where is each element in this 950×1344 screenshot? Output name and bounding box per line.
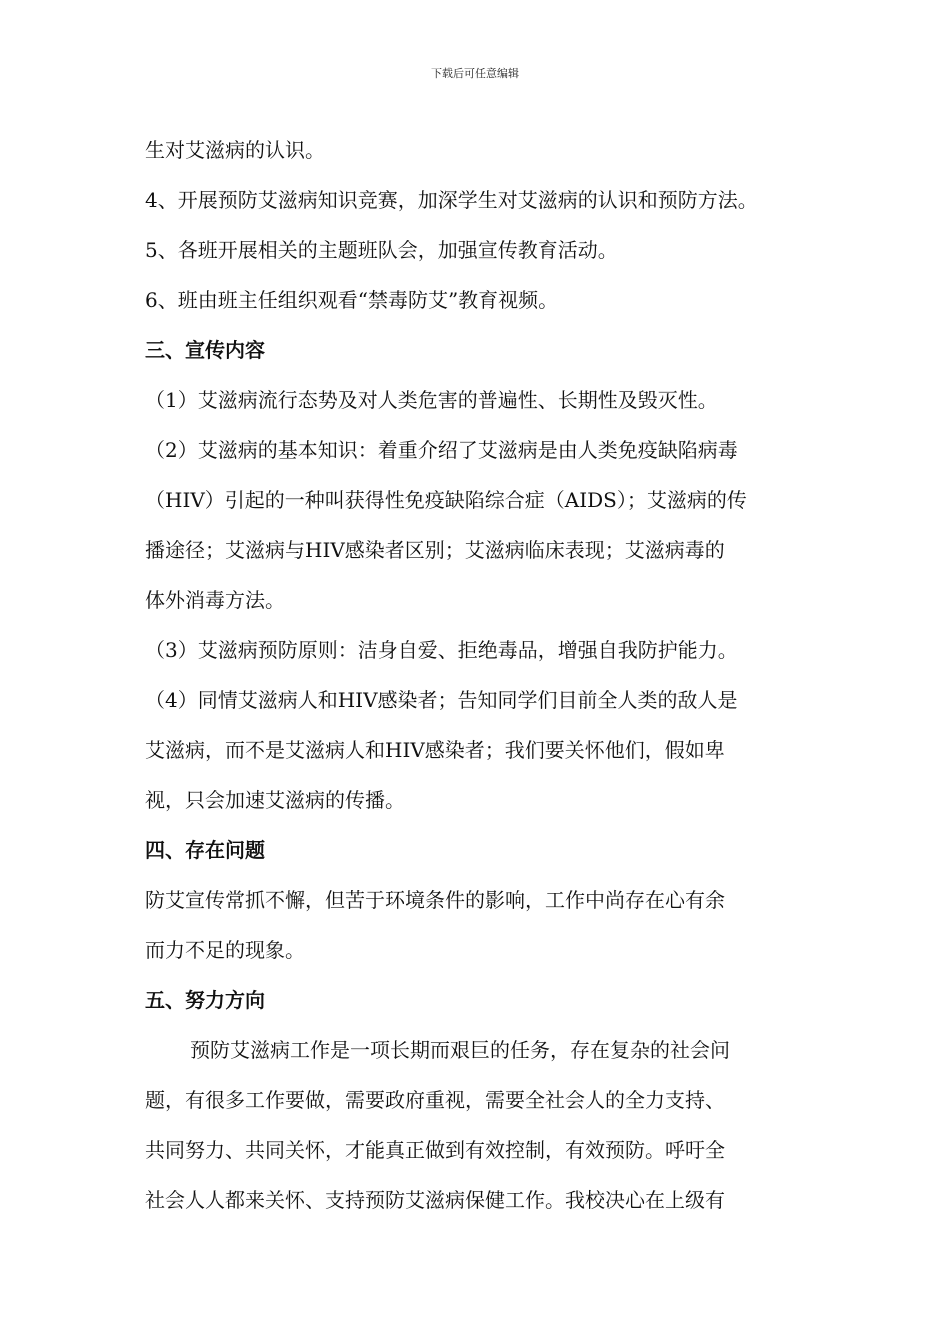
paragraph-line: 预防艾滋病工作是一项长期而艰巨的任务，存在复杂的社会问 — [190, 1038, 730, 1062]
paragraph-line: 共同努力、共同关怀，才能真正做到有效控制，有效预防。呼吁全 — [145, 1138, 725, 1162]
paragraph-line: 视，只会加速艾滋病的传播。 — [145, 788, 405, 812]
content-item-4: （4）同情艾滋病人和HIV感染者；告知同学们目前全人类的敌人是 — [145, 688, 738, 712]
content-item-2: （2）艾滋病的基本知识：着重介绍了艾滋病是由人类免疫缺陷病毒 — [145, 438, 738, 462]
content-item-3: （3）艾滋病预防原则：洁身自爱、拒绝毒品，增强自我防护能力。 — [145, 638, 738, 662]
section-heading-3: 三、宣传内容 — [145, 338, 265, 362]
section-heading-5: 五、努力方向 — [145, 988, 265, 1012]
section-heading-4: 四、存在问题 — [145, 838, 265, 862]
paragraph-line: 艾滋病，而不是艾滋病人和HIV感染者；我们要关怀他们，假如卑 — [145, 738, 725, 762]
list-item-5: 5、各班开展相关的主题班队会，加强宣传教育活动。 — [145, 238, 618, 262]
paragraph-line: 而力不足的现象。 — [145, 938, 305, 962]
paragraph-line: 体外消毒方法。 — [145, 588, 285, 612]
list-item-6: 6、班由班主任组织观看“禁毒防艾”教育视频。 — [145, 288, 559, 312]
paragraph-line: 题，有很多工作要做，需要政府重视，需要全社会人的全力支持、 — [145, 1088, 725, 1112]
paragraph-line: 播途径；艾滋病与HIV感染者区别；艾滋病临床表现；艾滋病毒的 — [145, 538, 725, 562]
page-header: 下载后可任意编辑 — [431, 67, 519, 80]
paragraph-line: 防艾宣传常抓不懈，但苦于环境条件的影响，工作中尚存在心有余 — [145, 888, 725, 912]
paragraph-line: 生对艾滋病的认识。 — [145, 138, 325, 162]
content-item-1: （1）艾滋病流行态势及对人类危害的普遍性、长期性及毁灭性。 — [145, 388, 718, 412]
list-item-4: 4、开展预防艾滋病知识竞赛，加深学生对艾滋病的认识和预防方法。 — [145, 188, 758, 212]
paragraph-line: 社会人人都来关怀、支持预防艾滋病保健工作。我校决心在上级有 — [145, 1188, 725, 1212]
paragraph-line: （HIV）引起的一种叫获得性免疫缺陷综合症（AIDS）；艾滋病的传 — [145, 488, 747, 512]
